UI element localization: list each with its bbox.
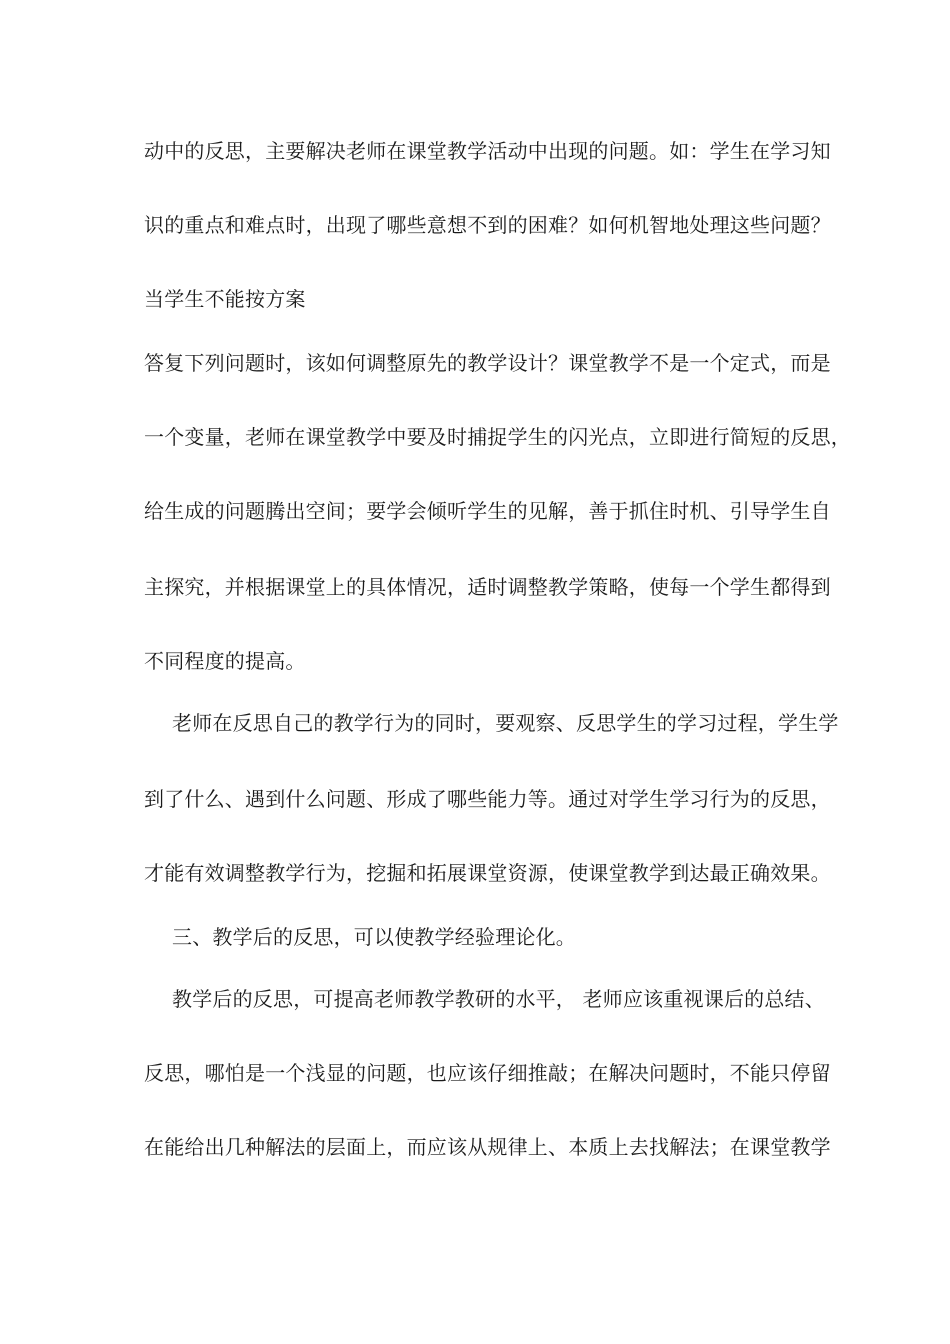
paragraph-line: 老师在反思自己的教学行为的同时，要观察、反思学生的学习过程，学生学 (172, 711, 839, 735)
paragraph-line: 动中的反思，主要解决老师在课堂教学活动中出现的问题。如：学生在学习知 (144, 139, 831, 163)
paragraph-line: 当学生不能按方案 (144, 287, 306, 311)
paragraph-line: 才能有效调整教学行为，挖掘和拓展课堂资源，使课堂教学到达最正确效果。 (144, 861, 831, 885)
paragraph-line: 到了什么、遇到什么问题、形成了哪些能力等。通过对学生学习行为的反思， (144, 787, 831, 811)
section-heading: 三、教学后的反思，可以使教学经验理论化。 (172, 925, 576, 949)
paragraph-line: 给生成的问题腾出空间；要学会倾听学生的见解，善于抓住时机、引导学生自 (144, 499, 831, 523)
paragraph-line: 不同程度的提高。 (144, 649, 306, 673)
paragraph-line: 一个变量，老师在课堂教学中要及时捕捉学生的闪光点，立即进行简短的反思， (144, 425, 851, 449)
paragraph-line: 识的重点和难点时，出现了哪些意想不到的困难？如何机智地处理这些问题？ (144, 213, 831, 237)
paragraph-line: 在能给出几种解法的层面上，而应该从规律上、本质上去找解法；在课堂教学 (144, 1135, 831, 1159)
paragraph-line: 主探究，并根据课堂上的具体情况，适时调整教学策略，使每一个学生都得到 (144, 575, 831, 599)
paragraph-line: 答复下列问题时，该如何调整原先的教学设计？课堂教学不是一个定式，而是 (144, 351, 831, 375)
paragraph-line: 教学后的反思，可提高老师教学教研的水平， 老师应该重视课后的总结、 (172, 987, 825, 1011)
paragraph-line: 反思，哪怕是一个浅显的问题，也应该仔细推敲；在解决问题时，不能只停留 (144, 1061, 831, 1085)
